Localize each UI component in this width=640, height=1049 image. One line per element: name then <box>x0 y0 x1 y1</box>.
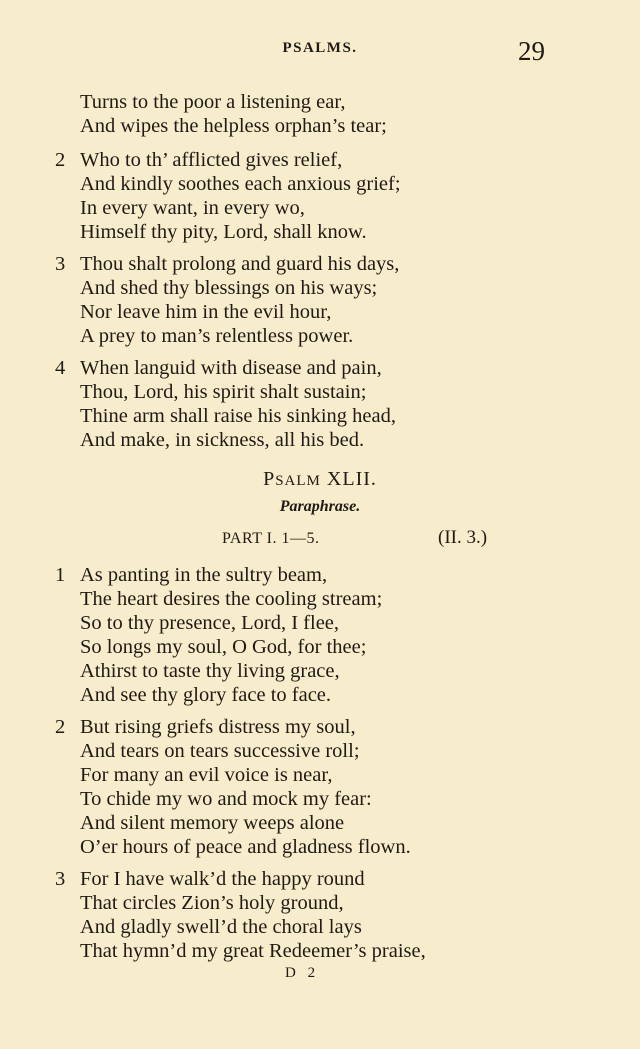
verse-line: And kindly soothes each anxious grief; <box>80 173 401 195</box>
verse-line: When languid with disease and pain, <box>80 357 382 379</box>
verse-line: O’er hours of peace and gladness flown. <box>80 836 411 858</box>
verse-line: And wipes the helpless orphan’s tear; <box>80 115 387 137</box>
part-label: PART I. 1—5. <box>222 530 320 547</box>
verse-line: Thou, Lord, his spirit shalt sustain; <box>80 381 367 403</box>
verse-line: And silent memory weeps alone <box>80 812 345 834</box>
stanza-number: 2 <box>55 716 66 738</box>
verse-line: To chide my wo and mock my fear: <box>80 788 372 810</box>
verse-line: And gladly swell’d the choral lays <box>80 916 362 938</box>
verse-line: A prey to man’s relentless power. <box>80 325 354 347</box>
psalm-title <box>0 468 640 491</box>
verse-line: As panting in the sultry beam, <box>80 564 328 586</box>
page-number: 29 <box>518 36 545 66</box>
psalm-title-smallcaps: SALM <box>275 473 321 489</box>
verse-line: Turns to the poor a listening ear, <box>80 91 346 113</box>
verse-line: But rising griefs distress my soul, <box>80 716 356 738</box>
verse-line: Himself thy pity, Lord, shall know. <box>80 221 367 243</box>
verse-line: In every want, in every wo, <box>80 197 305 219</box>
verse-line: Who to th’ afflicted gives relief, <box>80 149 343 171</box>
verse-line: Thine arm shall raise his sinking head, <box>80 405 396 427</box>
verse-line: And tears on tears successive roll; <box>80 740 360 762</box>
tune-reference: (II. 3.) <box>438 527 488 548</box>
verse-line: For many an evil voice is near, <box>80 764 333 786</box>
verse-line: That hymn’d my great Redeemer’s praise, <box>80 940 426 962</box>
verse-line: So longs my soul, O God, for thee; <box>80 636 367 658</box>
verse-line: Thou shalt prolong and guard his days, <box>80 253 400 275</box>
verse-line: And shed thy blessings on his ways; <box>80 277 378 299</box>
psalm-subtitle: Paraphrase. <box>279 498 361 515</box>
verse-line: For I have walk’d the happy round <box>80 868 365 890</box>
stanza-number: 3 <box>55 253 66 275</box>
verse-line: And make, in sickness, all his bed. <box>80 429 365 451</box>
running-title: PSALMS. <box>282 40 358 56</box>
stanza-number: 4 <box>55 357 66 379</box>
verse-line: Nor leave him in the evil hour, <box>80 301 332 323</box>
stanza-number: 1 <box>55 564 66 586</box>
verse-line: Athirst to taste thy living grace, <box>80 660 340 682</box>
psalm-numeral: XLII. <box>326 468 377 490</box>
verse-line: That circles Zion’s holy ground, <box>80 892 344 914</box>
signature-mark: D 2 <box>285 965 320 981</box>
verse-line: And see thy glory face to face. <box>80 684 332 706</box>
verse-line: The heart desires the cooling stream; <box>80 588 383 610</box>
stanza-number: 3 <box>55 868 66 890</box>
verse-line: So to thy presence, Lord, I flee, <box>80 612 340 634</box>
stanza-number: 2 <box>55 149 66 171</box>
psalm-title-cap: P <box>263 468 276 490</box>
